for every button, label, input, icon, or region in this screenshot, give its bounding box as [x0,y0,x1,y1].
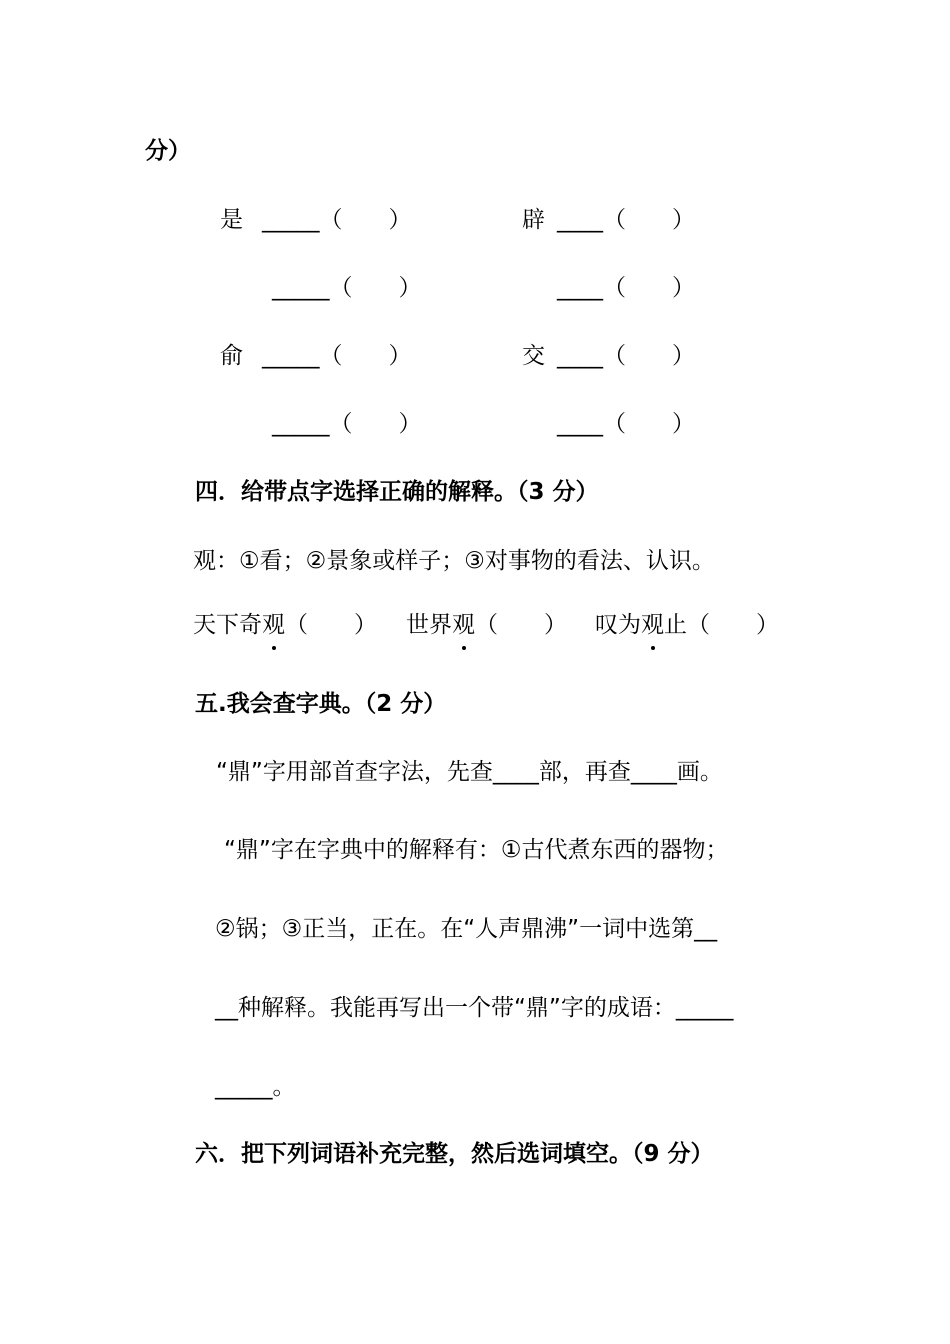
item-prefix: 世界 [406,612,452,638]
section5-line-1: “鼎”字用部首查字法，先查____部，再查____画。 [216,759,723,785]
poly-char-left-1: 是 [220,207,243,233]
dotted-char: 观 [452,610,475,640]
item-prefix: 叹为 [595,612,641,638]
emphasis-dot [462,646,466,650]
section4-item-3 [595,610,779,640]
poly-blank-left-2a: _____（ ） [262,343,412,369]
section6-heading: 六．把下列词语补充完整，然后选词填空。（9 分） [195,1141,714,1167]
poly-char-right-2: 交 [522,343,545,369]
section5-line-3: ②锅；③正当，正在。在“人声鼎沸”一词中选第__ [215,916,718,942]
dotted-char: 观 [262,610,285,640]
section5-line-2: “鼎”字在字典中的解释有：①古代煮东西的器物； [224,837,729,863]
poly-blank-left-2b: _____（ ） [272,411,422,437]
item-suffix: 止（ ） [664,612,779,638]
section5-line-4: __种解释。我能再写出一个带“鼎”字的成语：_____ [215,995,734,1021]
item-suffix: （ ） [285,612,377,638]
poly-blank-right-1a: ____（ ） [557,207,695,233]
poly-blank-left-1b: _____（ ） [272,275,422,301]
section5-line-5: _____。 [215,1074,296,1100]
section5-heading: 五.我会查字典。（2 分） [195,691,447,717]
emphasis-dot [272,646,276,650]
section4-definitions: 观：①看；②景象或样子；③对事物的看法、认识。 [193,548,715,574]
section4-item-1 [193,610,377,640]
section4-heading: 四．给带点字选择正确的解释。（3 分） [195,479,599,505]
poly-char-right-1: 辟 [522,207,545,233]
emphasis-dot [651,646,655,650]
item-prefix: 天下奇 [193,612,262,638]
poly-blank-left-1a: _____（ ） [262,207,412,233]
poly-char-left-2: 俞 [220,343,243,369]
item-suffix: （ ） [475,612,567,638]
top-fragment: 分） [145,138,191,164]
poly-blank-right-1b: ____（ ） [557,275,695,301]
dotted-char: 观 [641,610,664,640]
poly-blank-right-2b: ____（ ） [557,411,695,437]
poly-blank-right-2a: ____（ ） [557,343,695,369]
section4-item-2 [406,610,567,640]
